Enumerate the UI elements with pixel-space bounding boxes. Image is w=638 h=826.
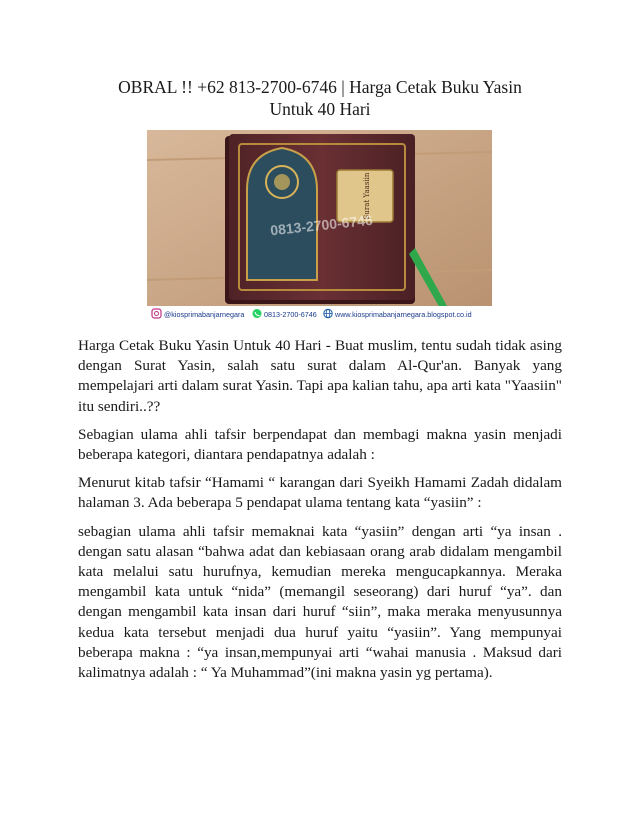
book-cover-title: Surat Yaasiin — [363, 172, 371, 220]
watermark-phone: 0813-2700-6746 — [269, 211, 374, 239]
paragraph-kitab-hamami: Menurut kitab tafsir “Hamami “ karangan dari Syeikh Hamami Zadah didalam halaman 3. Ada beberapa 5 pendapat ulama tentang kata “yasiin” : — [78, 474, 562, 512]
title-line-1: OBRAL !! +62 813-2700-6746 | Harga Cetak Buku Yasin — [118, 77, 522, 97]
paragraph-ulama: Sebagian ulama ahli tafsir berpendapat dan membagi makna yasin menjadi beberapa kategori, diantara pendapatnya adalah : — [78, 425, 562, 464]
footer-instagram: @kiosprimabanjarnegara — [164, 310, 245, 319]
footer-website: www.kiosprimabanjarnegara.blogspot.co.id — [335, 310, 472, 319]
paragraph-makna-pertama: sebagian ulama ahli tafsir memaknai kata “yasiin” dengan arti “ya insan . dengan satu alasan “bahwa adat dan kebiasaan orang arab didalam mengambil kata melalui satu hurufnya, kemudian mereka mengucapkannya. Meraka mengambil kata untuk “nida” (memangil seseorang) dari huruf “ya”. dan dengan mengambil kata insan dari huruf “siin”, maka meraka menyusunnya kedua kata tersebut menjadi dua huruf yaitu “yasiin”. Yang mempunyai beberapa makna : “ya insan,mempunyai arti “wahai manusia . Maksud dari kalimatnya adalah : “ Ya Muhammad”(ini makna yasin yg pertama). — [78, 522, 562, 682]
paragraph-intro: Harga Cetak Buku Yasin Untuk 40 Hari - Buat muslim, tentu sudah tidak asing dengan Surat Yasin, salah satu surat dalam Al-Qur'an. Banyak yang mempelajari arti dalam surat Yasin. Tapi apa kalian tahu, apa arti kata "Yaasiin" itu sendiri..?? — [78, 337, 562, 415]
title-line-2: Untuk 40 Hari — [269, 99, 371, 119]
document-title — [80, 76, 560, 120]
book-photo — [147, 130, 492, 322]
article-body — [78, 336, 562, 691]
footer-phone: 0813-2700-6746 — [264, 310, 317, 319]
whatsapp-icon — [253, 309, 262, 318]
